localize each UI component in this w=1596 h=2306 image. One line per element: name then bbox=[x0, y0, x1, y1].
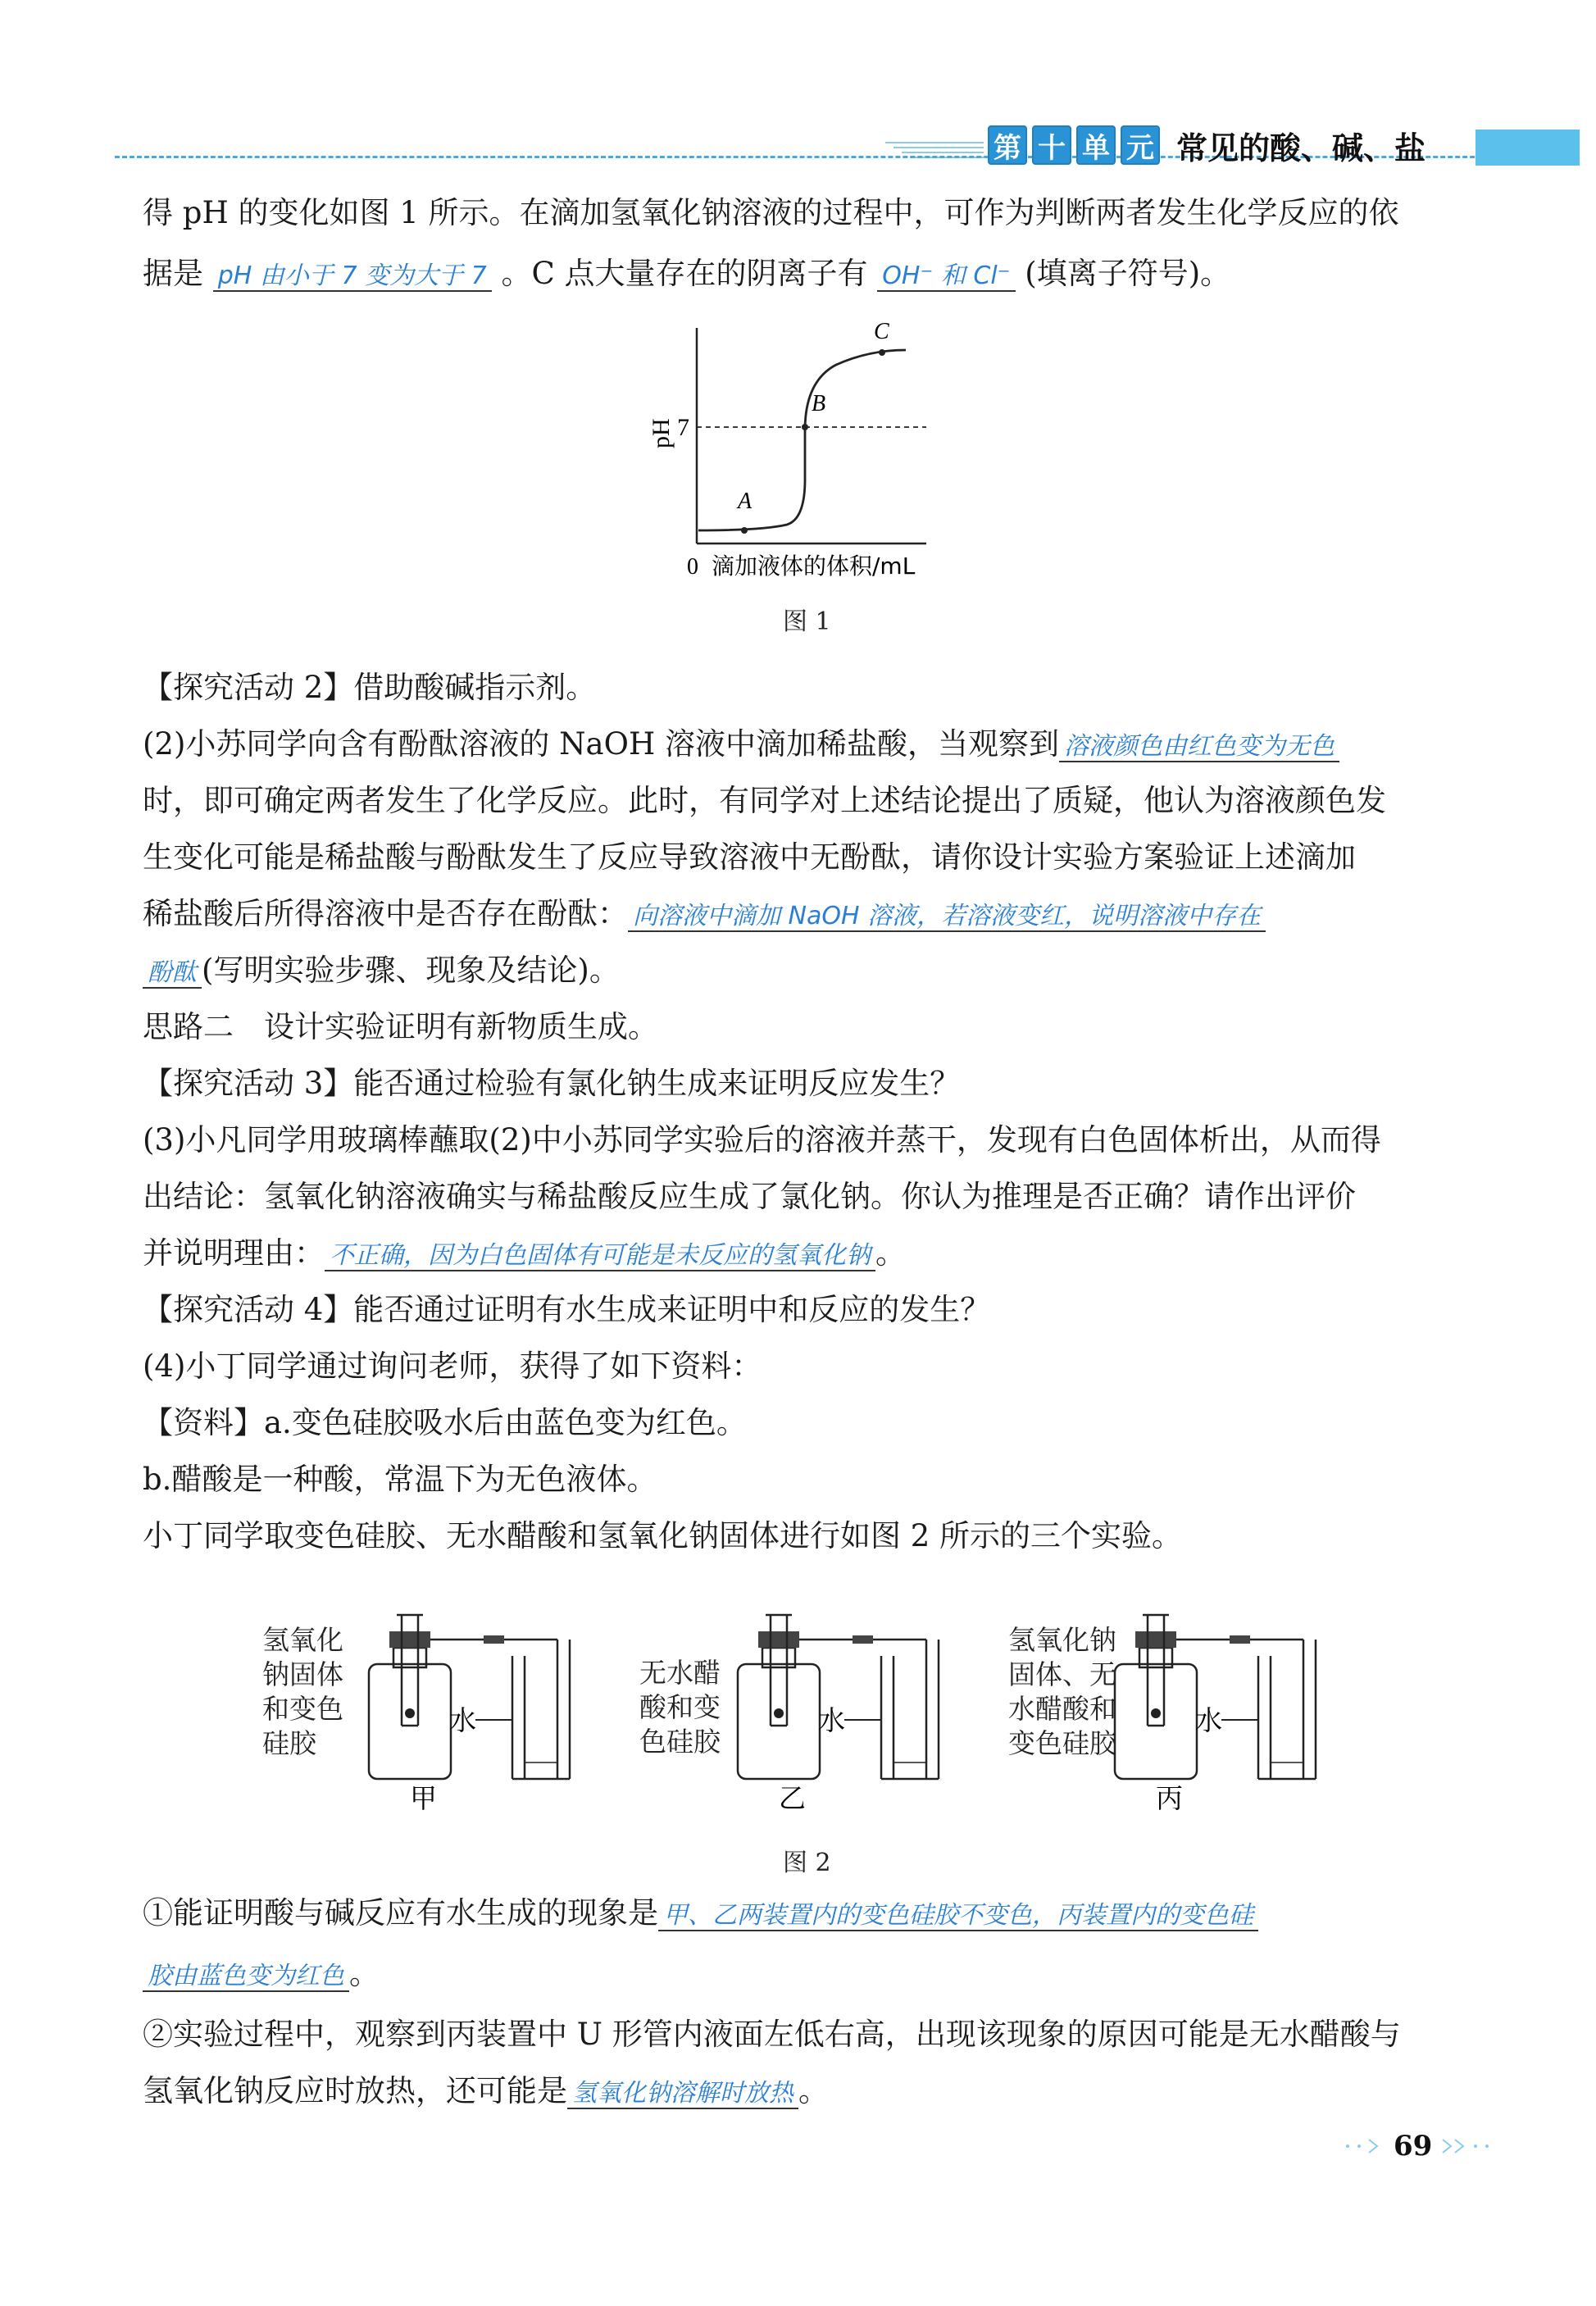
bing-content-line-1: 氢氧化钠 bbox=[1008, 1624, 1116, 1656]
answer-evaluation: 不正确，因为白色固体有可能是未反应的氢氧化钠 bbox=[325, 1241, 875, 1271]
idea-2-heading: 思路二 设计实验证明有新物质生成。 bbox=[143, 1009, 658, 1044]
point-b-marker bbox=[802, 424, 808, 430]
sub-question-2-line-1: ②实验过程中，观察到丙装置中 U 形管内液面左低右高，出现该现象的原因可能是无水醋酸与 bbox=[143, 2017, 1401, 2052]
water-label-yi: 水 bbox=[818, 1704, 845, 1736]
bing-content-line-3: 水醋酸和 bbox=[1008, 1693, 1116, 1725]
jia-content-line-3: 和变色 bbox=[262, 1693, 343, 1725]
q3-line-2: 出结论：氢氧化钠溶液确实与稀盐酸反应生成了氯化钠。你认为推理是否正确？请作出评价 bbox=[143, 1179, 1356, 1214]
answer-phenolphthalein-test: 向溶液中滴加 NaOH 溶液，若溶液变红，说明溶液中存在 bbox=[628, 902, 1266, 932]
q2-line-5 bbox=[143, 951, 620, 993]
answer-water-evidence-end: 胶由蓝色变为红色 bbox=[143, 1962, 349, 1992]
apparatus-jia bbox=[369, 1615, 570, 1812]
answer-heat-source: 氢氧化钠溶解时放热 bbox=[567, 2079, 798, 2109]
page-number: 69 bbox=[1394, 2130, 1433, 2163]
answer-ph-change: pH 由小于 7 变为大于 7 bbox=[213, 262, 492, 292]
chapter-title: 常见的酸、碱、盐 bbox=[1176, 130, 1426, 166]
point-a-marker bbox=[741, 527, 748, 534]
chapter-char-2: 十 bbox=[1032, 125, 1071, 165]
q4-line-2: 小丁同学取变色硅胶、无水醋酸和氢氧化钠固体进行如图 2 所示的三个实验。 bbox=[143, 1518, 1183, 1553]
apparatus-name-jia: 甲 bbox=[410, 1782, 437, 1812]
sub-question-1-line-1 bbox=[143, 1894, 1258, 1935]
bing-content-line-4: 变色硅胶 bbox=[1008, 1727, 1116, 1759]
yi-content-line-1: 无水醋 bbox=[639, 1657, 721, 1689]
line2-middle: 。C 点大量存在的阴离子有 bbox=[501, 256, 868, 291]
q2-line-4 bbox=[143, 894, 1266, 936]
sub-question-2-line-2 bbox=[143, 2072, 829, 2113]
apparatus-jia-contents bbox=[262, 1623, 343, 1761]
answer-water-evidence: 甲、乙两装置内的变色硅胶不变色，丙装置内的变色硅 bbox=[658, 1901, 1258, 1931]
chapter-char-4: 元 bbox=[1121, 125, 1160, 165]
yi-content-line-2: 酸和变 bbox=[639, 1691, 721, 1723]
figure-2-apparatus bbox=[246, 1590, 1435, 1812]
q4-line-1: (4)小丁同学通过询问老师，获得了如下资料： bbox=[143, 1349, 762, 1384]
line2-suffix: (填离子符号)。 bbox=[1025, 256, 1231, 291]
text-line-1: 得 pH 的变化如图 1 所示。在滴加氢氧化钠溶液的过程中，可作为判断两者发生化学反应的依 bbox=[143, 195, 1399, 230]
yi-content-line-3: 色硅胶 bbox=[639, 1726, 721, 1758]
water-label-jia: 水 bbox=[449, 1704, 476, 1736]
q2-line-2: 时，即可确定两者发生了化学反应。此时，有同学对上述结论提出了质疑，他认为溶液颜色发 bbox=[143, 783, 1386, 818]
apparatus-bing bbox=[1115, 1615, 1316, 1812]
info-a: 【资料】a.变色硅胶吸水后由蓝色变为红色。 bbox=[143, 1405, 747, 1440]
apparatus-name-yi: 乙 bbox=[779, 1782, 806, 1812]
q3-line-1: (3)小凡同学用玻璃棒蘸取(2)中小苏同学实验后的溶液并蒸干，发现有白色固体析出，从而得 bbox=[143, 1122, 1381, 1158]
x-origin-label: 0 bbox=[687, 554, 698, 580]
activity-3-title: 【探究活动 3】能否通过检验有氯化钠生成来证明反应发生？ bbox=[143, 1066, 961, 1101]
header-tab-decoration bbox=[1476, 130, 1580, 166]
water-label-bing: 水 bbox=[1195, 1704, 1222, 1736]
q3-line3-end: 。 bbox=[875, 1235, 906, 1271]
activity-2-title: 【探究活动 2】借助酸碱指示剂。 bbox=[143, 670, 597, 705]
info-b: b.醋酸是一种酸，常温下为无色液体。 bbox=[143, 1462, 657, 1497]
x-axis-label: 滴加液体的体积/mL bbox=[712, 553, 916, 580]
chapter-char-3: 单 bbox=[1076, 125, 1116, 165]
apparatus-yi bbox=[738, 1615, 939, 1812]
q3-line3-text: 并说明理由： bbox=[143, 1235, 325, 1271]
text-line-2 bbox=[143, 254, 1230, 296]
point-c-marker bbox=[879, 349, 885, 356]
apparatus-name-bing: 丙 bbox=[1156, 1782, 1183, 1812]
sub1-end: 。 bbox=[349, 1956, 380, 1991]
line2-prefix: 据是 bbox=[143, 256, 203, 291]
sub-question-1-line-2 bbox=[143, 1954, 380, 1996]
q2-line-3: 生变化可能是稀盐酸与酚酞发生了反应导致溶液中无酚酞，请你设计实验方案验证上述滴加 bbox=[143, 839, 1356, 875]
apparatus-bing-contents bbox=[1008, 1623, 1116, 1761]
jia-content-line-4: 硅胶 bbox=[262, 1727, 316, 1759]
activity-4-title: 【探究活动 4】能否通过证明有水生成来证明中和反应的发生？ bbox=[143, 1292, 991, 1327]
answer-anions: OH⁻ 和 Cl⁻ bbox=[877, 262, 1015, 292]
point-b-label: B bbox=[812, 391, 826, 416]
bing-content-line-2: 固体、无 bbox=[1008, 1658, 1116, 1690]
chapter-heading bbox=[988, 125, 1425, 166]
ph-curve bbox=[698, 350, 906, 530]
figure-2-caption: 图 2 bbox=[783, 1849, 831, 1877]
figure-1-ph-curve bbox=[623, 316, 967, 586]
answer-phenolphthalein-test-end: 酚酞 bbox=[143, 958, 202, 989]
sub2-end: 。 bbox=[798, 2073, 829, 2108]
apparatus-yi-contents bbox=[639, 1656, 721, 1759]
q2-line-1 bbox=[143, 725, 1339, 766]
sub2-prefix: 氢氧化钠反应时放热，还可能是 bbox=[143, 2073, 567, 2108]
jia-content-line-2: 钠固体 bbox=[262, 1658, 343, 1690]
y-axis-label: pH bbox=[648, 418, 675, 448]
figure-1-caption: 图 1 bbox=[783, 607, 831, 636]
jia-content-line-1: 氢氧化 bbox=[262, 1624, 343, 1656]
y-tick-7: 7 bbox=[677, 414, 689, 441]
header-stripes-decoration bbox=[885, 138, 984, 162]
q2-line5-text: (写明实验步骤、现象及结论)。 bbox=[202, 953, 620, 988]
point-a-label: A bbox=[738, 489, 753, 514]
sub1-prefix: ①能证明酸与碱反应有水生成的现象是 bbox=[143, 1895, 658, 1931]
point-c-label: C bbox=[874, 319, 889, 344]
q2-line1-text: (2)小苏同学向含有酚酞溶液的 NaOH 溶液中滴加稀盐酸，当观察到 bbox=[143, 726, 1059, 762]
q2-line4-text: 稀盐酸后所得溶液中是否存在酚酞： bbox=[143, 896, 628, 931]
chapter-char-1: 第 bbox=[988, 125, 1027, 165]
answer-color-change: 溶液颜色由红色变为无色 bbox=[1059, 732, 1339, 762]
q3-line-3 bbox=[143, 1234, 906, 1276]
